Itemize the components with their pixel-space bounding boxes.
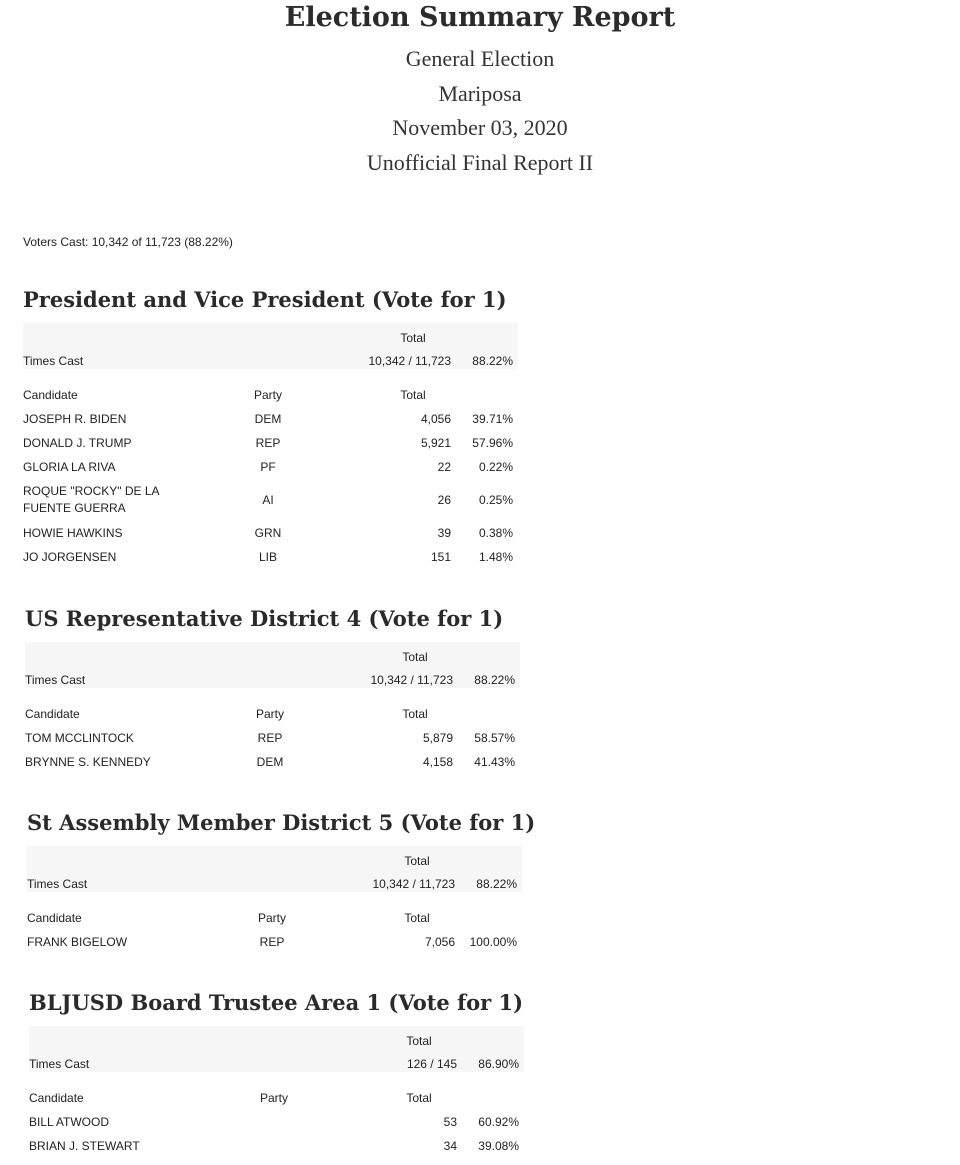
party-header: Party xyxy=(253,388,282,402)
times-cast-row xyxy=(27,877,522,897)
candidate-name-line2: FUENTE GUERRA xyxy=(23,501,126,515)
county-name: Mariposa xyxy=(438,81,522,106)
candidate-header: Candidate xyxy=(25,707,80,721)
table-row xyxy=(23,460,518,480)
contest-president xyxy=(23,287,523,577)
candidate-name: BRIAN J. STEWART xyxy=(29,1139,140,1153)
candidate-total: 5,879 xyxy=(422,731,453,745)
table-row xyxy=(27,935,522,955)
candidate-name: DONALD J. TRUMP xyxy=(23,436,132,450)
candidate-name: JO JORGENSEN xyxy=(23,550,117,564)
candidate-party: REP xyxy=(255,436,281,450)
candidate-name: HOWIE HAWKINS xyxy=(23,526,123,540)
times-cast-value: 10,342 / 11,723 xyxy=(368,354,451,368)
table-row xyxy=(23,550,518,570)
candidate-party: DEM xyxy=(254,412,282,426)
total-header: Total xyxy=(406,1091,432,1105)
candidate-party: LIB xyxy=(258,550,277,564)
times-cast-label: Times Cast xyxy=(29,1057,90,1071)
total-header: Total xyxy=(406,1034,432,1048)
candidate-total: 53 xyxy=(443,1115,457,1129)
candidate-pct: 57.96% xyxy=(472,436,513,450)
total-header: Total xyxy=(404,854,430,868)
party-header: Party xyxy=(255,707,284,721)
total-header: Total xyxy=(404,911,430,925)
candidate-pct: 0.22% xyxy=(478,460,513,474)
candidate-party: DEM xyxy=(256,755,284,769)
times-cast-value: 10,342 / 11,723 xyxy=(370,673,453,687)
candidate-header-row xyxy=(29,1091,524,1111)
candidate-name: JOSEPH R. BIDEN xyxy=(23,412,127,426)
candidate-pct: 58.57% xyxy=(474,731,515,745)
candidate-header-row xyxy=(23,388,518,408)
times-cast-row xyxy=(25,673,520,693)
candidate-pct: 0.25% xyxy=(478,493,513,507)
party-header: Party xyxy=(259,1091,288,1105)
total-header-row xyxy=(29,1034,524,1054)
candidate-pct: 0.38% xyxy=(478,526,513,540)
total-header-row xyxy=(23,331,518,351)
candidate-header: Candidate xyxy=(29,1091,84,1105)
table-row xyxy=(23,526,518,546)
times-cast-row xyxy=(29,1057,524,1077)
times-cast-label: Times Cast xyxy=(25,673,86,687)
candidate-pct: 41.43% xyxy=(474,755,515,769)
table-row xyxy=(23,436,518,456)
report-status: Unofficial Final Report II xyxy=(366,150,594,175)
candidate-party: REP xyxy=(257,731,283,745)
candidate-name: BILL ATWOOD xyxy=(29,1115,110,1129)
candidate-total: 26 xyxy=(437,493,451,507)
candidate-name: BRYNNE S. KENNEDY xyxy=(25,755,151,769)
candidate-name: ROQUE "ROCKY" DE LA xyxy=(23,484,160,498)
total-header: Total xyxy=(400,388,426,402)
candidate-header: Candidate xyxy=(23,388,78,402)
candidate-party: AI xyxy=(262,493,274,507)
table-row xyxy=(29,1115,524,1135)
times-cast-pct: 88.22% xyxy=(472,354,513,368)
table-row xyxy=(23,484,518,520)
times-cast-pct: 88.22% xyxy=(474,673,515,687)
table-row xyxy=(25,731,520,751)
candidate-pct: 39.71% xyxy=(472,412,513,426)
contest-title: US Representative District 4 (Vote for 1) xyxy=(25,606,504,631)
times-cast-label: Times Cast xyxy=(27,877,88,891)
times-cast-value: 126 / 145 xyxy=(406,1057,457,1071)
contest-title: President and Vice President (Vote for 1) xyxy=(23,287,507,312)
contest-state-assembly xyxy=(27,810,536,960)
total-header: Total xyxy=(400,331,426,345)
contest-school-board-trustee xyxy=(29,990,529,1162)
total-header-row xyxy=(27,854,522,874)
times-cast-pct: 86.90% xyxy=(478,1057,519,1071)
party-header: Party xyxy=(257,911,286,925)
candidate-pct: 60.92% xyxy=(478,1115,519,1129)
candidate-total: 4,158 xyxy=(422,755,453,769)
candidate-total: 4,056 xyxy=(420,412,451,426)
table-row xyxy=(25,755,520,775)
total-header: Total xyxy=(402,707,428,721)
candidate-total: 151 xyxy=(430,550,451,564)
contest-us-representative xyxy=(25,606,525,776)
candidate-header-row xyxy=(25,707,520,727)
report-title: Election Summary Report xyxy=(284,2,676,33)
candidate-pct: 39.08% xyxy=(478,1139,519,1153)
candidate-pct: 1.48% xyxy=(478,550,513,564)
candidate-party: GRN xyxy=(254,526,282,540)
total-header: Total xyxy=(402,650,428,664)
candidate-total: 22 xyxy=(437,460,451,474)
table-row xyxy=(29,1139,524,1159)
candidate-header: Candidate xyxy=(27,911,82,925)
total-header-row xyxy=(25,650,520,670)
candidate-party: PF xyxy=(260,460,276,474)
voters-cast-summary: Voters Cast: 10,342 of 11,723 (88.22%) xyxy=(23,235,233,249)
candidate-total: 34 xyxy=(443,1139,457,1153)
contest-title: St Assembly Member District 5 (Vote for 1) xyxy=(27,810,536,835)
times-cast-row xyxy=(23,354,518,374)
candidate-party: REP xyxy=(259,935,285,949)
candidate-pct: 100.00% xyxy=(469,935,517,949)
election-date: November 03, 2020 xyxy=(392,115,568,140)
candidate-total: 7,056 xyxy=(424,935,455,949)
candidate-total: 39 xyxy=(437,526,451,540)
candidate-name: GLORIA LA RIVA xyxy=(23,460,116,474)
table-row xyxy=(23,412,518,432)
times-cast-value: 10,342 / 11,723 xyxy=(372,877,455,891)
contest-title: BLJUSD Board Trustee Area 1 (Vote for 1) xyxy=(29,990,524,1015)
election-name: General Election xyxy=(405,46,555,71)
candidate-name: FRANK BIGELOW xyxy=(27,935,128,949)
times-cast-pct: 88.22% xyxy=(476,877,517,891)
candidate-total: 5,921 xyxy=(420,436,451,450)
candidate-header-row xyxy=(27,911,522,931)
candidate-name: TOM MCCLINTOCK xyxy=(25,731,134,745)
times-cast-label: Times Cast xyxy=(23,354,84,368)
